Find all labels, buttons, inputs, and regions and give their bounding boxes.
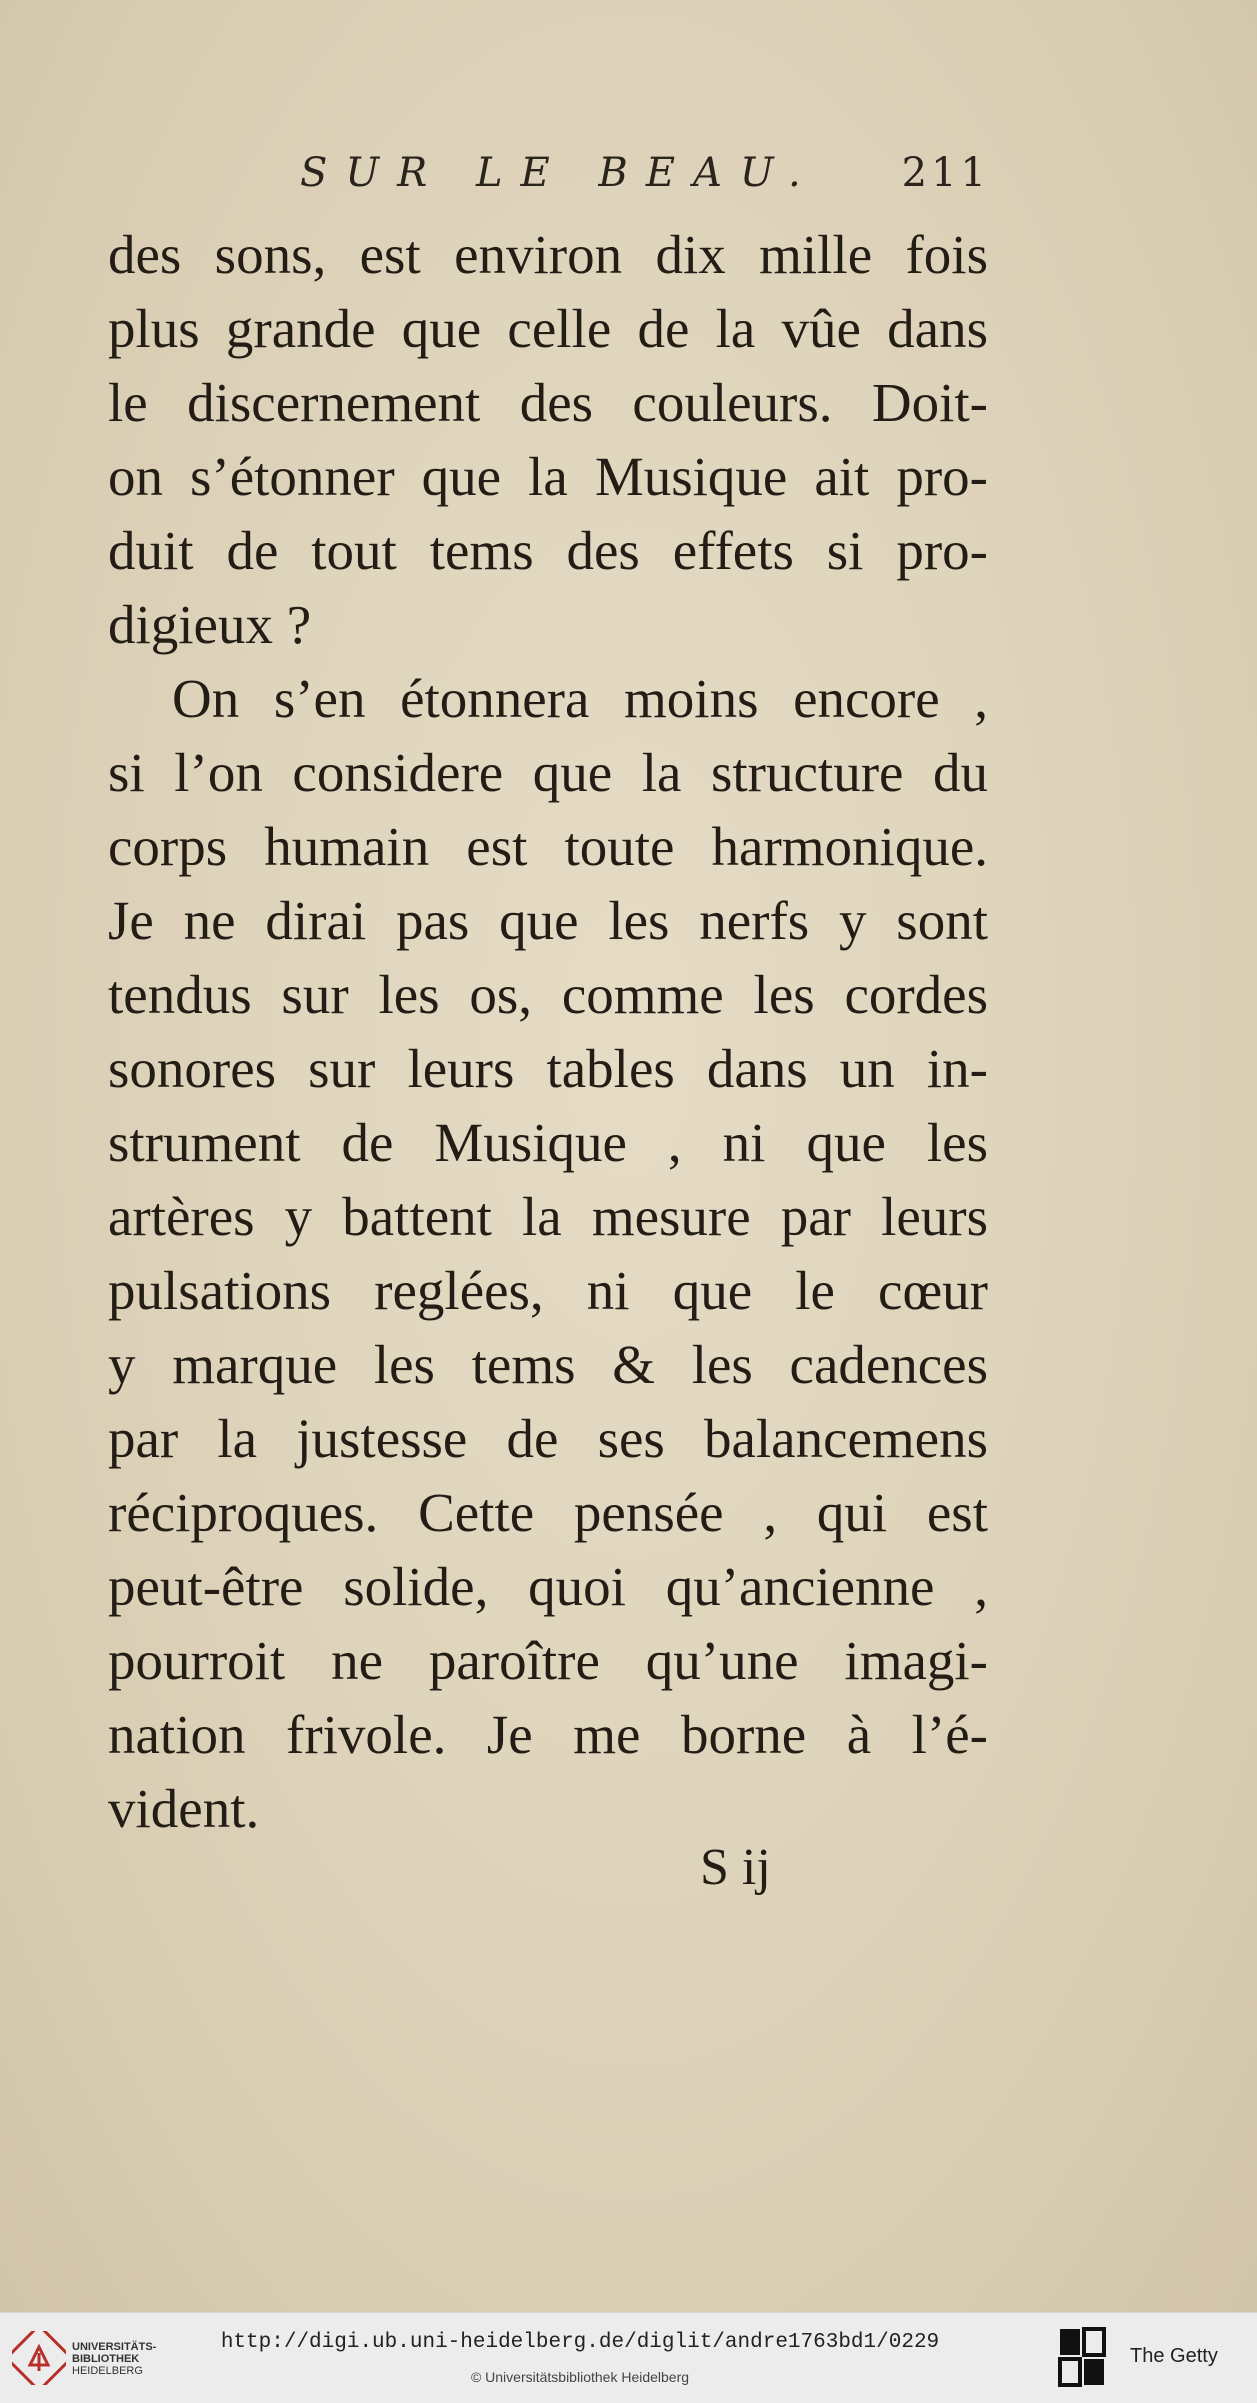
getty-logo-icon[interactable]	[1058, 2327, 1106, 2387]
body-text	[108, 218, 988, 1846]
running-title: SUR LE BEAU.	[300, 150, 819, 196]
page-number: 211	[901, 150, 990, 196]
text-line: duit de tout tems des effets si pro-	[108, 520, 988, 581]
text-line: par la justesse de ses balancemens	[108, 1408, 988, 1469]
text-line: plus grande que celle de la vûe dans	[108, 298, 988, 359]
text-line: sonores sur leurs tables dans un in-	[108, 1038, 988, 1099]
text-line: on s’étonner que la Musique ait pro-	[108, 446, 988, 507]
text-line: pulsations reglées, ni que le cœur	[108, 1260, 988, 1321]
text-line: nation frivole. Je me borne à l’é-	[108, 1704, 988, 1765]
text-line: réciproques. Cette pensée , qui est	[108, 1482, 988, 1543]
text-line: strument de Musique , ni que les	[108, 1112, 988, 1173]
text-line: corps humain est toute harmonique.	[108, 816, 988, 877]
text-line: y marque les tems & les cadences	[108, 1334, 988, 1395]
permalink-url[interactable]: http://digi.ub.uni-heidelberg.de/diglit/andre1763bd1/0229	[220, 2331, 940, 2354]
text-line: pourroit ne paroître qu’une imagi-	[108, 1630, 988, 1691]
institution-line: BIBLIOTHEK	[72, 2353, 140, 2365]
text-line: artères y battent la mesure par leurs	[108, 1186, 988, 1247]
signature-mark: S ij	[700, 1839, 771, 1896]
page-header	[300, 150, 990, 210]
institution-name	[72, 2341, 156, 2377]
footer-bar	[0, 2312, 1257, 2403]
text-line: le discernement des couleurs. Doit-	[108, 372, 988, 433]
copyright-notice: © Universitätsbibliothek Heidelberg	[470, 2369, 690, 2385]
text-line: si l’on considere que la structure du	[108, 742, 988, 803]
institution-line: UNIVERSITÄTS-	[72, 2341, 157, 2353]
text-line: peut-être solide, quoi qu’ancienne ,	[108, 1556, 988, 1617]
text-line: vident.	[108, 1778, 260, 1839]
partner-name: The Getty	[1130, 2345, 1218, 2367]
text-line: tendus sur les os, comme les cordes	[108, 964, 988, 1025]
text-line: Je ne dirai pas que les nerfs y sont	[108, 890, 988, 951]
institution-line: HEIDELBERG	[72, 2365, 143, 2377]
text-line: digieux ?	[108, 594, 312, 655]
university-seal-icon[interactable]	[12, 2331, 66, 2385]
text-line: On s’en étonnera moins encore ,	[172, 668, 988, 729]
text-line: des sons, est environ dix mille fois	[108, 224, 988, 285]
